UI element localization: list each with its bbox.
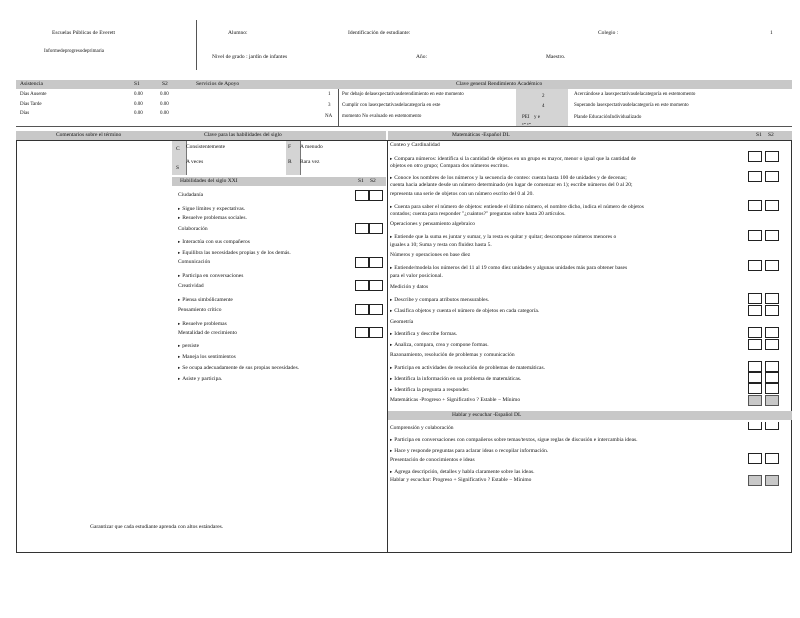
speak-grade-s1 [748, 453, 762, 464]
math-grade-s1 [748, 151, 762, 162]
math-line: para el valor posicional. [390, 273, 443, 279]
college-label: Colegio : [598, 30, 619, 36]
speak-line: ▸ Agrega descripción, detalles y habla claramente sobre las ideas. [390, 468, 534, 476]
key-description: Por debajo delasexpectativasderendimiento en este momento [342, 92, 464, 97]
math-grade-s1 [748, 293, 762, 304]
skill-item: ▸ Se ocupa adecuadamente de sus propias necesidades. [178, 364, 299, 372]
student-label: Alumno: [228, 30, 248, 36]
math-grade-s2 [765, 361, 779, 372]
skills-key-label: A veces [186, 159, 204, 165]
skill-group-title: Mentalidad de crecimiento [178, 330, 237, 336]
skill-grade-s2 [369, 223, 383, 234]
skill-group-title: Ciudadanía [178, 192, 204, 198]
report-header [16, 20, 792, 76]
skill-grade-s2 [369, 280, 383, 291]
school-name: Escuelas Públicas de Everett [52, 30, 116, 36]
skills-key-label: Consistentemente [186, 144, 226, 150]
math-grade-s2 [765, 305, 779, 316]
skills-key-code: C [176, 146, 180, 152]
attendance-s1-header: S1 [134, 81, 140, 87]
attendance-title: Asistencia [20, 81, 43, 87]
comments-and-skills-frame [16, 140, 388, 553]
speak-line: Comprensión y colaboración [390, 425, 454, 431]
math-grade-s1 [748, 230, 762, 241]
skill-item: ▸ Equilibra las necesidades propias y de los demás. [178, 249, 291, 257]
attendance-value: 0.00 [160, 111, 169, 116]
math-grade-s1 [748, 383, 762, 394]
math-line: ▸ Identifica la pregunta a responder. [390, 386, 469, 394]
math-grade-s2 [765, 293, 779, 304]
math-grade-s2 [765, 372, 779, 383]
key-description: Superando lasexpectativasdelacategoría en este momento [574, 103, 689, 108]
skill-item: ▸ Interactúa con sus compañeros [178, 238, 250, 246]
key-code: 3 [328, 103, 331, 108]
skill-grade-s2 [369, 327, 383, 338]
speak-summary-s2 [765, 475, 779, 486]
math-line: ▸ Clasifica objetos y cuenta el número de objetos en cada categoría. [390, 307, 539, 315]
math-line: iguales a 10; Suma y resta con fluidez hasta 5. [390, 242, 492, 248]
math-grade-s2 [765, 339, 779, 350]
grade-value: : jardín de infantes [246, 54, 288, 60]
key-code: 4 [542, 104, 545, 109]
math-line: ▸ Identifica la información en un problema de matemáticas. [390, 375, 521, 383]
attendance-support-key-bar [16, 80, 792, 89]
math-grade-s1 [748, 171, 762, 182]
math-line: contados; cuenta para responder "¿cuántos?" preguntas sobre hasta 20 artículos. [390, 211, 566, 217]
year-label: Año: [416, 54, 427, 60]
skills21-s1-header: S1 [358, 178, 364, 184]
support-services-title: Servicios de Apoyo [196, 81, 240, 87]
comments-title: Comentarios sobre el término [56, 132, 122, 138]
math-line: ▸ Entiende/modela los números del 11 al 19 como diez unidades y algunas unidades más para obtener bases [390, 264, 627, 272]
math-s2-header: S2 [768, 132, 774, 138]
page-number: 1 [770, 30, 773, 36]
skills21-s2-header: S2 [370, 178, 376, 184]
key-code: NA [325, 114, 333, 119]
math-line: ▸ Describe y compara atributos mensurables. [390, 296, 489, 304]
attendance-row: Días Tarde [20, 102, 42, 107]
speak-summary-s1 [748, 475, 762, 486]
attendance-value: 0.00 [160, 102, 169, 107]
key-description: Acercándose a lasexpectativasdelacategoría en estemomento [574, 92, 696, 97]
skill-item: ▸ Piensa simbólicamente [178, 296, 233, 304]
math-summary-s2 [765, 395, 779, 406]
math-line: ▸ Conoce los nombres de los números y la secuencia de conteo: cuenta hasta 100 de unidades y de decenas; [390, 174, 627, 182]
skill-grade-s1 [355, 280, 369, 291]
math-line: ▸ Compara números: identifica si la cantidad de objetos en un grupo es mayor, menor o igual que la cantidad de [390, 155, 636, 163]
math-line: Medición y datos [390, 284, 429, 290]
skills-key-label: A menudo [300, 144, 323, 150]
skill-item: ▸ persiste [178, 342, 199, 350]
skills-key-code: R [288, 159, 292, 165]
speak-title: Hablar y escuchar -Español DL [452, 412, 522, 418]
math-line: ▸ Analiza, compara, crea y compone formas. [390, 341, 489, 349]
speak-legend: Hablar y escuchar: Progreso + Significativo ? Estable − Mínimo [390, 477, 532, 483]
skill-group-title: Pensamiento crítico [178, 307, 222, 313]
math-legend: Matemáticas -Progreso + Significativo ? Estable − Mínimo [390, 397, 521, 403]
math-summary-s1 [748, 395, 762, 406]
key-description: momento No evaluado en estemomento [342, 114, 422, 119]
math-s1-header: S1 [756, 132, 762, 138]
math-grade-s1 [748, 305, 762, 316]
math-line: Operaciones y pensamiento algebraico [390, 221, 476, 227]
attendance-value: 0.00 [134, 102, 143, 107]
math-line: ▸ Participa en actividades de resolución de problemas de matemáticas. [390, 364, 545, 372]
math-line: cuenta hacia adelante desde un número determinado (en lugar de comenzar en 1); escribe números del 0 al 20; [390, 182, 633, 188]
attendance-s2-header: S2 [162, 81, 168, 87]
math-line: ▸ Entiende que la suma es juntar y sumar, y la resta es quitar y quitar; descompone números menores o [390, 233, 616, 241]
math-line: objetos en otro grupo; Compara dos números escritos. [390, 163, 509, 169]
math-line: representa una serie de objetos con un número escrito del 0 al 20. [390, 191, 534, 197]
skill-grade-s2 [369, 257, 383, 268]
math-grade-s1 [748, 327, 762, 338]
skill-grade-s1 [355, 223, 369, 234]
skill-grade-s1 [355, 327, 369, 338]
skill-group-title: Creatividad [178, 283, 204, 289]
skill-grade-s2 [369, 304, 383, 315]
key-pei-sub: c= c= [522, 121, 532, 126]
math-grade-s2 [765, 171, 779, 182]
attendance-row: Días [20, 111, 30, 116]
skills-key-label: Rara vez [300, 159, 320, 165]
student-id-label: Identificación de estudiante: [348, 30, 411, 36]
math-grade-s2 [765, 151, 779, 162]
speak-grade-s2 [765, 453, 779, 464]
report-title: Informedeprogresodeprimaria [44, 49, 104, 54]
key-code: 1 [328, 92, 331, 97]
skill-grade-s1 [355, 190, 369, 201]
key-code: 2 [542, 94, 545, 99]
key-pei-extra: y e [534, 115, 540, 120]
speak-grade-s1 [748, 422, 762, 430]
math-line: Números y operaciones en base diez [390, 252, 471, 258]
skill-item: ▸ Sigue límites y expectativas. [178, 205, 245, 213]
math-title: Matemáticas -Español DL [452, 132, 510, 138]
speak-grade-s2 [765, 422, 779, 430]
math-grade-s2 [765, 260, 779, 271]
math-line: ▸ Cuenta para saber el número de objetos: entiende el último número, el nombre dicho, indica el número de objetos [390, 203, 644, 211]
math-grade-s1 [748, 372, 762, 383]
skill-grade-s1 [355, 304, 369, 315]
key-title: Clave general Rendimiento Académico [456, 81, 543, 87]
math-grade-s1 [748, 361, 762, 372]
attendance-value: 0.00 [134, 111, 143, 116]
math-grade-s2 [765, 230, 779, 241]
speak-line: ▸ Hace y responde preguntas para aclarar ideas o recopilar información. [390, 447, 548, 455]
skill-item: ▸ Resuelve problemas [178, 320, 227, 328]
speak-line: ▸ Participa en conversaciones con compañeros sobre temas/textos, sigue reglas de discusión e intercambia ideas. [390, 436, 638, 444]
skills-key-code: F [288, 144, 292, 150]
math-grade-s1 [748, 200, 762, 211]
attendance-value: 0.00 [160, 92, 169, 97]
math-grade-s1 [748, 339, 762, 350]
math-grade-s2 [765, 200, 779, 211]
footer-motto: Garantizar que cada estudiante aprenda con altos estándares. [90, 524, 224, 530]
skills21-title: Habilidades del siglo XXI [180, 178, 238, 184]
math-bar [388, 131, 792, 140]
math-line: Geometría [390, 319, 414, 325]
math-line: Conteo y Cardinalidad [390, 142, 440, 148]
skill-item: ▸ Asiste y participa. [178, 375, 222, 383]
skill-group-title: Comunicación [178, 259, 211, 265]
skill-group-title: Colaboración [178, 226, 208, 232]
skills-key-code: S [176, 165, 180, 171]
speak-bar [388, 411, 792, 420]
grade-label: Nivel de grado : jardín de infantes [212, 54, 288, 60]
speak-line: Presentación de conocimientos e ideas [390, 457, 475, 463]
math-line: ▸ Identifica y describe formas. [390, 330, 457, 338]
attendance-row: Días Ausente [20, 92, 47, 97]
skill-item: ▸ Maneja los sentimientos [178, 353, 236, 361]
math-grade-s2 [765, 327, 779, 338]
skill-grade-s1 [355, 257, 369, 268]
math-grade-s1 [748, 260, 762, 271]
key-description: Cumplir con lasexpectativasdelacategoría en este [342, 103, 441, 108]
skill-item: ▸ Participa en conversaciones [178, 272, 243, 280]
skill-grade-s2 [369, 190, 383, 201]
math-grade-s2 [765, 383, 779, 394]
key-code: PEI [522, 115, 530, 120]
skills-key-title: Clave para las habilidades del siglo [204, 132, 282, 138]
teacher-label: Maestro. [546, 54, 566, 60]
skill-item: ▸ Resuelve problemas sociales. [178, 214, 247, 222]
math-line: Razonamiento, resolución de problemas y comunicación [390, 352, 515, 358]
key-description: Plande EducaciónIndividualizado [574, 115, 642, 120]
attendance-value: 0.00 [134, 92, 143, 97]
